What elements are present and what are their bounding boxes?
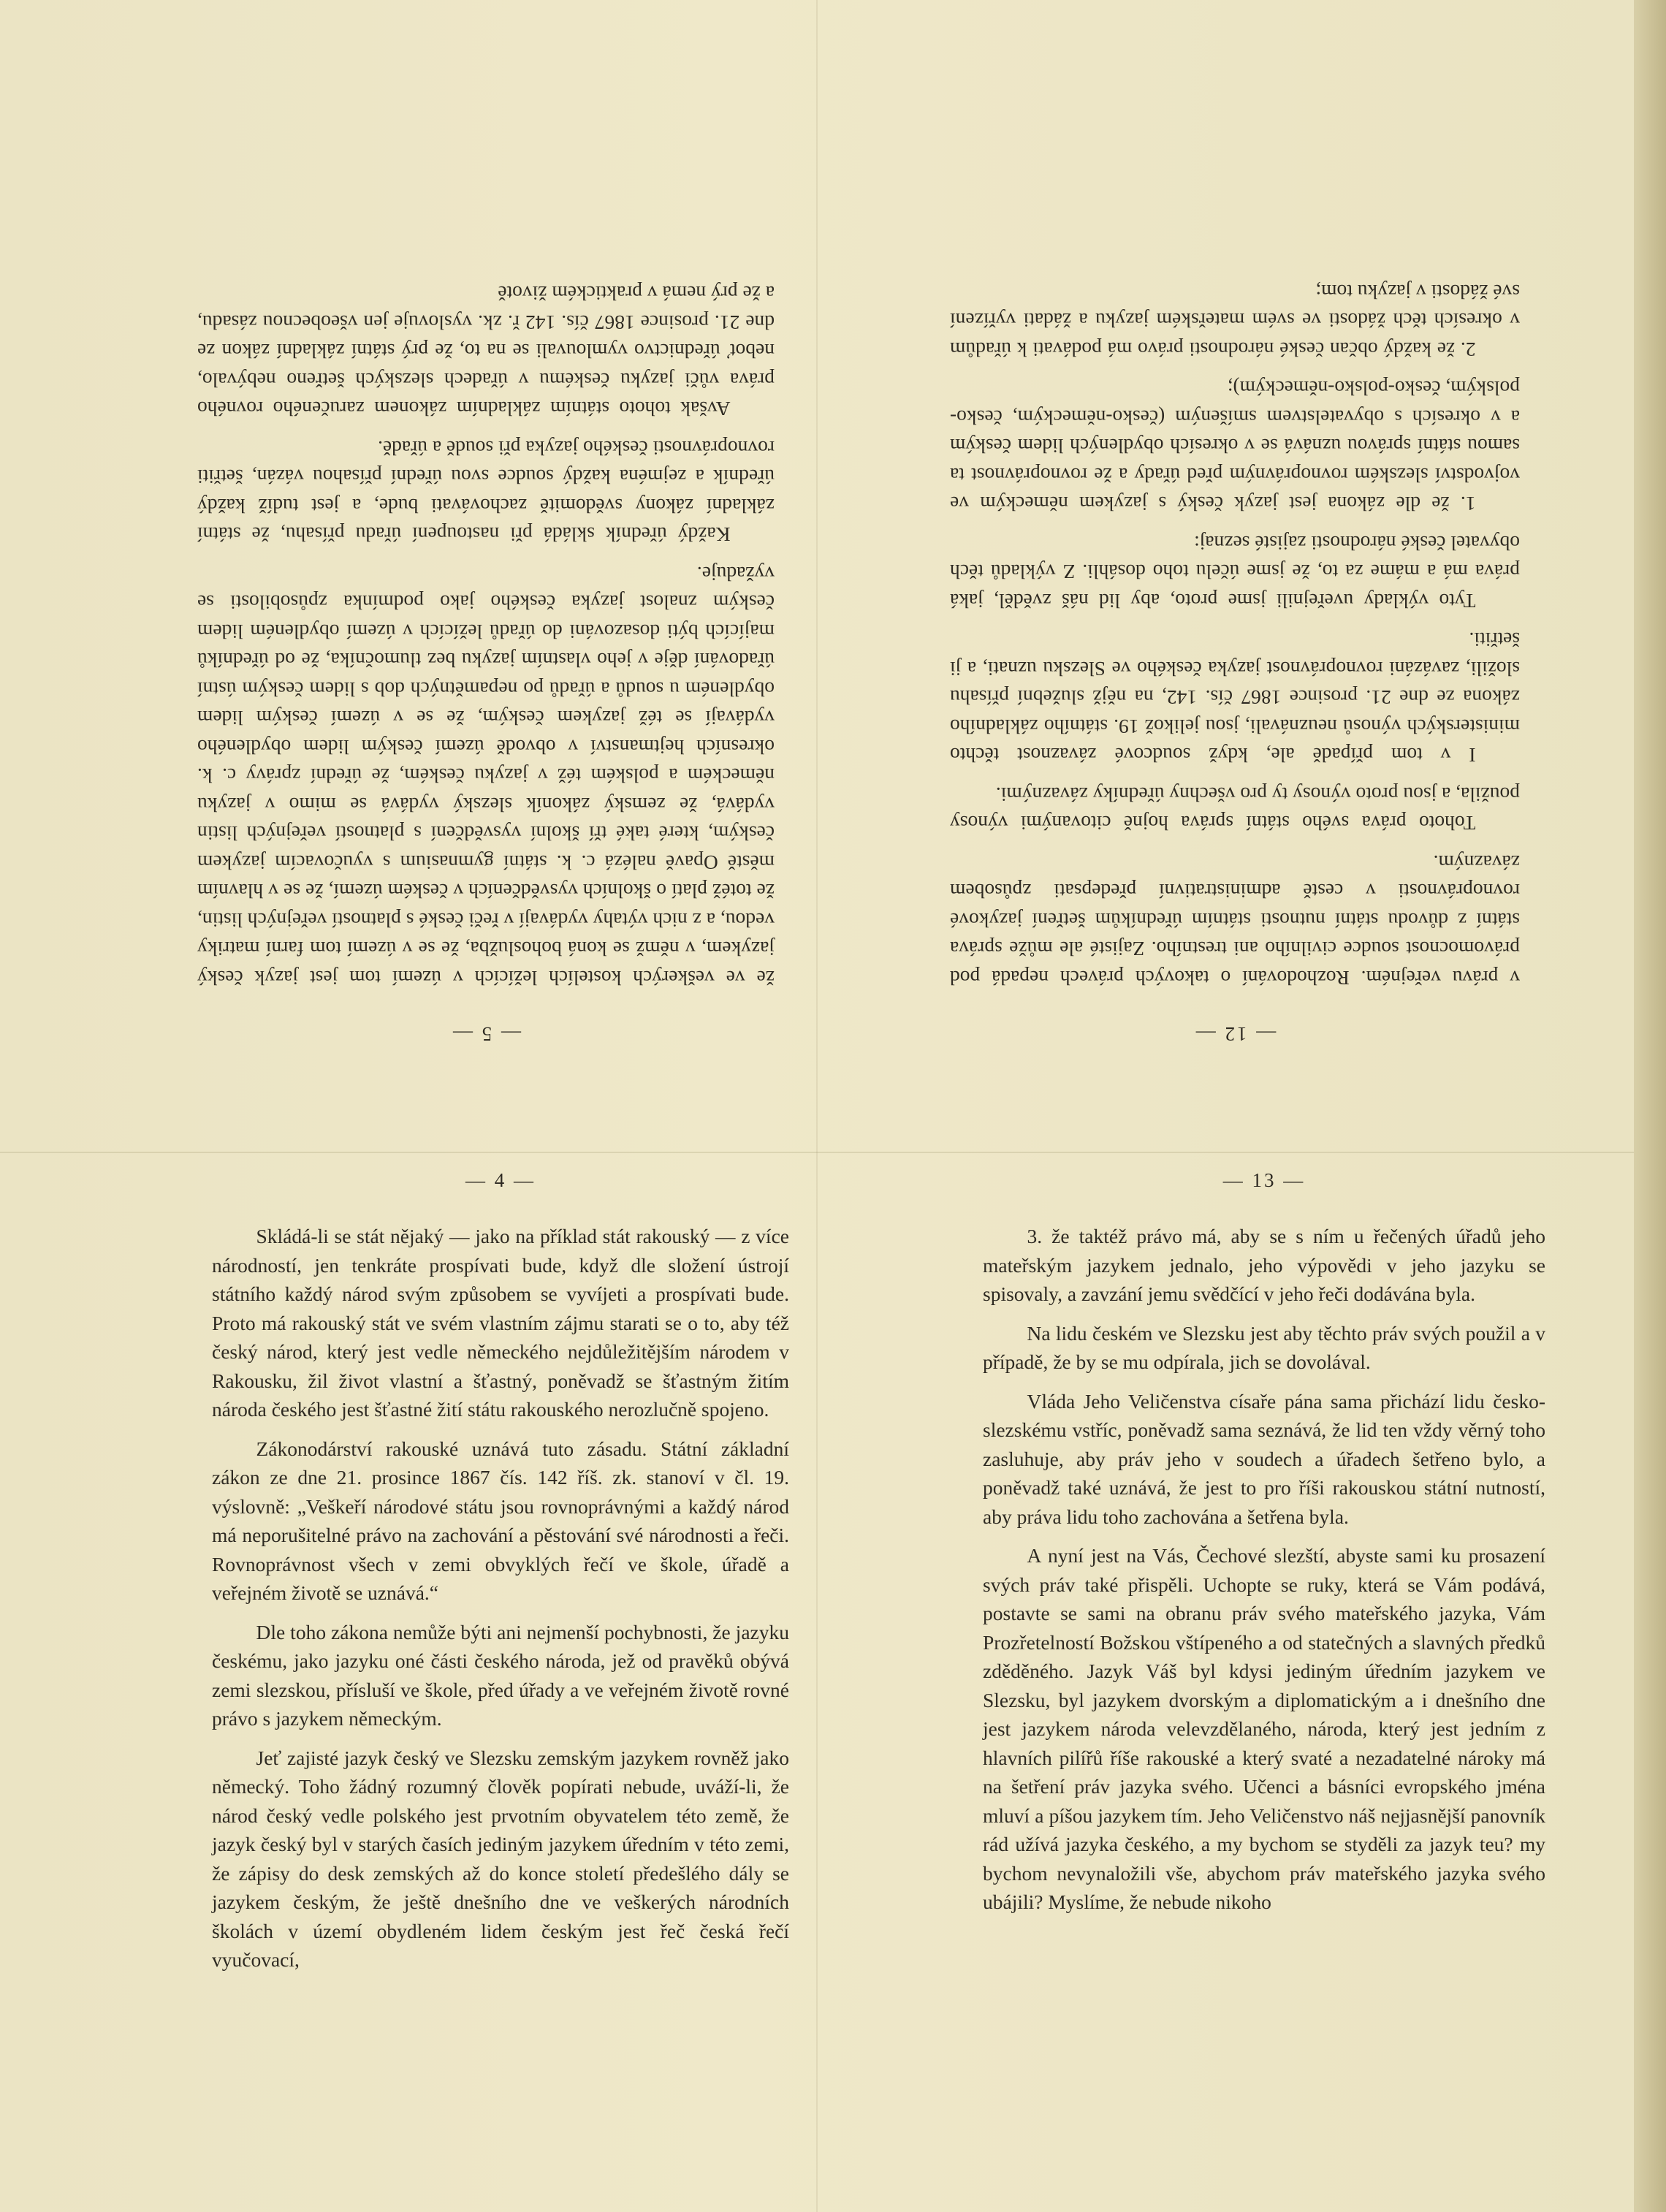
vertical-gutter [816, 0, 818, 2212]
page-12 [950, 102, 1520, 1045]
paragraph: A nyní jest na Vás, Čechové slezští, abyste sami ku prosazení svých práv také přispěli. Uchopte se ruky, která se Vám podává, postavte se sami na obranu práv svého mateřského jazyka, Vám Prozřetelností Božskou vštípeného a od statečných a slavných předků zděděného. Jazyk Váš byl kdysi jediným úředním jazykem ve Slezsku, byl jazykem dvorským a diplomatickým a i dnešního dne jest jazykem národa velevzdělaného, národa, který jest jedním z hlavních pilířů říše rakouské a který svaté a nezadatelné nároky má na šetření práv jazyka svého. Učenci a básníci evropského jména mluví a píšou jazykem tím. Jeho Veličenstvo náš nejjasnější panovník rád užívá jazyka českého, a my bychom se styděli za jazyk teu? my bychom nevynaložili vše, abychom práv mateřského jazyka svého ubájili? Myslíme, že nebude nikoho [983, 1544, 1545, 1913]
paragraph: Vláda Jeho Veličenstva císaře pána sama přichází lidu česko-slezskému vstříc, poněvadž sama seznává, že lid ten vždy věrný toho zasluhuje, aby práv jeho v soudech a úřadech šetřeno bylo, a poněvadž také uznává, že jest to pro říši rakouskou státní nutností, aby práva lidu toho zachována a šetřena byla. [983, 1389, 1545, 1528]
paragraph: Tyto výklady uveřejnili jsme proto, aby lid náš zvěděl, jaká práva má a máme za to, že jsme účelu toho dosáhli. Z výkladů těch obyvatel české národnosti zajisté seznaj: [950, 532, 1520, 612]
paragraph: Na lidu českém ve Slezsku jest aby těchto práv svých použil a v případě, že by se mu odpírala, jich se dovolával. [983, 1321, 1545, 1373]
paragraph: Zákonodárství rakouské uznává tuto zásadu. Státní základní zákon ze dne 21. prosince 1867 čís. 142 říš. zk. stanoví v čl. 19. výslovně: „Veškeří národové státu jsou rovnoprávnými a každý národ má neporušitelné právo na zachování a pěstování své národnosti a řeči. Rovnoprávnost všech v zemi obvyklých řečí ve škole, úřadě a veřejném životě se uznává.“ [212, 1437, 789, 1604]
paragraph: Dle toho zákona nemůže býti ani nejmenší pochybnosti, že jazyku českému, jako jazyku oné části českého národa, jež od pravěků obývá zemi slezskou, přísluší ve škole, před úřady a ve veřejném životě rovné právo s jazykem německým. [212, 1620, 789, 1730]
page-number: — 13 — [1222, 1169, 1306, 1191]
paragraph: v právu veřejném. Rozhodování o takových právech nepadá pod právomocnost soudce civilního ani trestního. Zajisté ale může správa státní z důvodu státní nutnosti státním úředníkům šetření jazykové rovnoprávnosti v cestě administrativní předepsati způsobem závazným. [950, 851, 1520, 989]
page-4 [212, 1169, 789, 2192]
paragraph: Tohoto práva svého státní správa hojně citovanými výnosy použila, a jsou proto výnosy ty pro všechny úředníky závaznými. [950, 783, 1520, 835]
paragraph: I v tom případě ale, když soudcové závaznost těchto ministerských výnosů neuznávali, jsou jelikož 19. státního základního zákona ze dne 21. prosince 1867 čís. 142, na nějž služební přísahu složili, zavázáni rovnoprávnost jazyka českého ve Slezsku uznati, a ji šetřiti. [950, 628, 1520, 767]
paragraph: 2. že každý občan české národnosti právo má podávati k úřadům v okresích těch žádosti ve svém mateřském jazyku a žádati vyřízení své žádosti v jazyku tom; [950, 281, 1520, 361]
paragraph: že ve veškerých kostelích ležících v území tom jest jazyk český jazykem, v němž se koná bohoslužba, že se v území tom farní matriky vedou, a z nich výtahy vydávají v řeči české s platností veřejných listin, že totéž platí o školních vysvědčeních v českém území, že se v hlavním městě Opavě nalézá c. k. státní gymnasium s vyučovacím jazykem českým, které také tří školní vysvědčení s platností veřejných listin vydává, že zemský zákoník slezský vydává se mimo v jazyku německém a polském též v jazyku českém, že úřední zprávy c. k. okresních hejtmanství v obvodě území českým lidem obydleného vydávají se též jazykem českým, že se v území českým lidem obydleném u soudů a úřadů po nepamětných dob s lidem českým ústní úřadování děje v jeho vlastním jazyku bez tlumočníka, že od úředníků majících býti dosazováni do úřadů ležících v území obydleném lidem českým znalost jazyka českého jako podmínka způsobilosti se vyžaduje. [197, 563, 775, 989]
page-number: — 12 — [1193, 1023, 1277, 1045]
paragraph: Jeť zajisté jazyk český ve Slezsku zemským jazykem rovněž jako německý. Toho žádný rozumný člověk popírati nebude, uváží-li, že národ český vedle polského jest prvotním obyvatelem této země, že jazyk český byl v starých časích jediným jazykem úředním v této zemi, že zápisy do desk zemských až do konce století předešlého dály se jazykem českým, že ještě dnešního dne ve veškerých národních školách v území obydleném lidem českým jest řeč česká řečí vyučovací, [212, 1746, 789, 1971]
page-number: — 4 — [465, 1169, 536, 1191]
page-5 [197, 102, 775, 1045]
paragraph: 1. že dle zákona jest jazyk český s jazykem německým ve vojvodství slezském rovnoprávným před úřady a že rovnoprávnost ta samou státní správou uznává se v okresích obydlených lidem českým a v okresích s obyvatelstvem smíšeným (česko-německým, česko-polským, česko-polsko-německým); [950, 377, 1520, 516]
page-number: — 5 — [451, 1023, 521, 1045]
paragraph: Avšak tohoto státním základním zákonem zaručeného rovného práva vůči jazyku českému v úřadech slezských šetřeno nebývalo, neboť úřednictvo vymlouvali se na to, že prý státní základní zákon ze dne 21. prosince 1867 čís. 142 ř. zk. vyslovuje jen všeobecnou zásadu, a že prý nemá v praktickém životě [197, 282, 775, 421]
paragraph: Skládá-li se stát nějaký — jako na příklad stát rakouský — z více národností, jen tenkráte prospívati bude, když dle složení ústrojí státního každý národ svým způsobem se vyvíjeti a prospívati bude. Proto má rakouský stát ve svém vlastním zájmu starati se o to, aby též český národ, který jest vedle německého nejdůležitějším národem v Rakousku, žil život vlastní a šťastný, poněvadž se šťastným žitím národa českého jest šťastné žití státu rakouského nerozlučně spojeno. [212, 1225, 789, 1421]
page-13 [983, 1169, 1545, 2192]
paragraph: 3. že taktéž právo má, aby se s ním u řečených úřadů jeho mateřským jazykem jednalo, jeho výpovědi v jeho jazyku se spisovaly, a zavzání jemu svědčící v jeho řeči dodávána byla. [983, 1225, 1545, 1305]
binding-edge [1634, 0, 1666, 2212]
paragraph: Každý úředník skládá při nastoupení úřadu přísahu, že státní základní zákony svědomitě zachovávati bude, a jest tudíž každý úředník a zejména každý soudce svou úřední přísahou vázán, šetřiti rovnoprávnosti českého jazyka při soudě a úřadě. [197, 437, 775, 547]
